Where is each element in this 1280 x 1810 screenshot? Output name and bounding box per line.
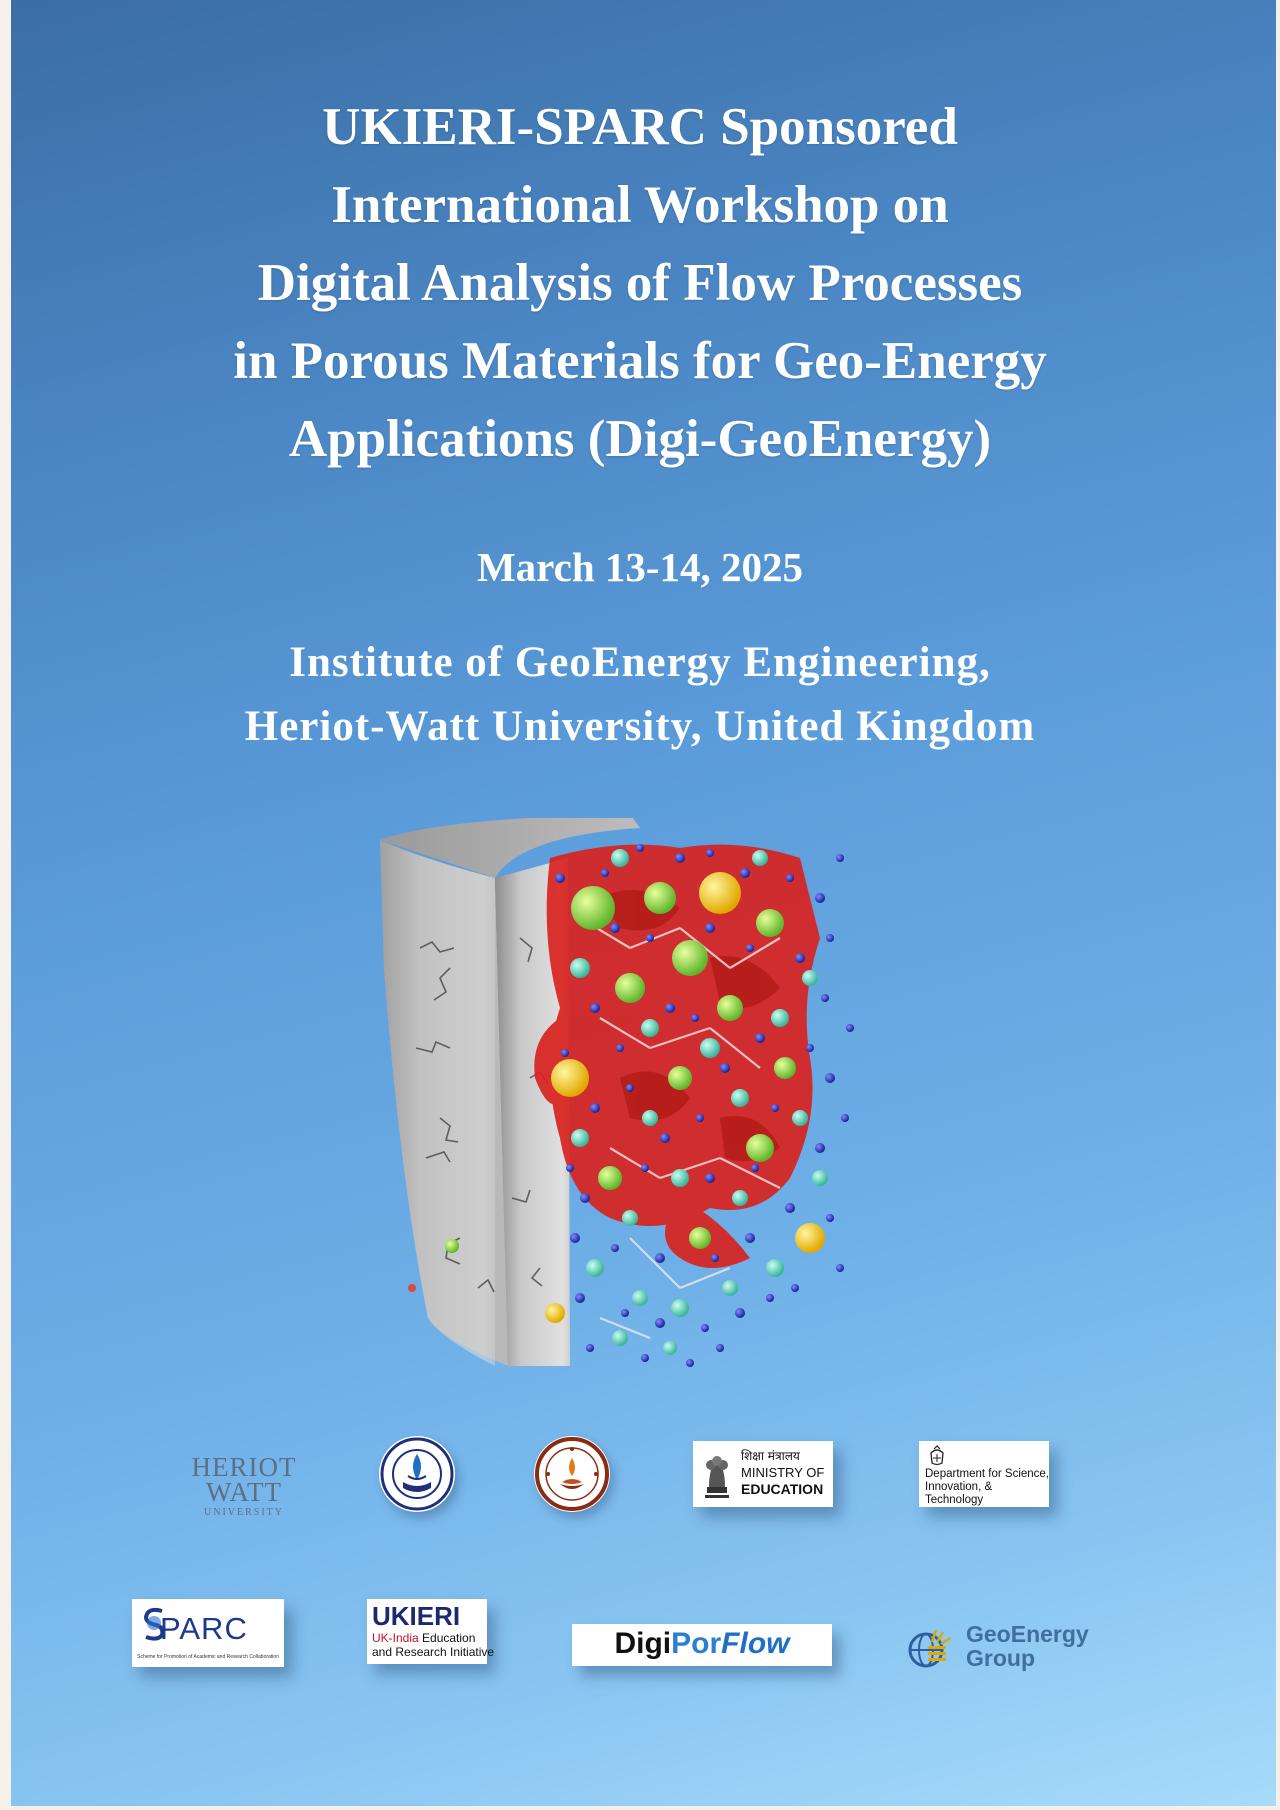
heriot-watt-logo-line1: HERIOT — [191, 1452, 297, 1482]
pore-network-illustration — [380, 818, 910, 1378]
sparc-tagline: Scheme for Promotion of Academic and Research Collaboration — [137, 1654, 279, 1660]
page-edge-bottom — [0, 1806, 1280, 1810]
ministry-of-education-logo — [693, 1441, 833, 1507]
geoenergy-group-line2: Group — [966, 1645, 1035, 1671]
geoenergy-group-text — [966, 1622, 1089, 1670]
dsit-logo — [919, 1441, 1049, 1507]
royal-crest-icon — [926, 1445, 948, 1467]
sparc-wordmark: PARC — [160, 1611, 248, 1646]
ukieri-name: UKIERI — [372, 1601, 461, 1631]
ministry-hindi-text: शिक्षा मंत्रालय — [741, 1449, 800, 1463]
event-date: March 13-14, 2025 — [476, 544, 804, 590]
title-line: Applications (Digi-GeoEnergy) — [288, 410, 992, 468]
ukieri-line1-rest: Education — [418, 1631, 476, 1645]
event-venue — [0, 631, 1280, 759]
heriot-watt-logo — [176, 1452, 312, 1525]
geoenergy-globe-icon — [906, 1624, 952, 1670]
venue-line: Heriot-Watt University, United Kingdom — [244, 703, 1036, 750]
title-line: in Porous Materials for Geo-Energy — [233, 332, 1047, 390]
ukieri-line1-red: UK-India — [372, 1631, 419, 1645]
ukieri-line1 — [372, 1631, 475, 1645]
digiporflow-part3: Flow — [721, 1627, 790, 1660]
digiporflow-part2: Por — [671, 1627, 722, 1660]
sparc-logo — [132, 1599, 284, 1667]
dsit-text: Department for Science, Innovation, & Technology — [925, 1468, 1050, 1506]
title-line: International Workshop on — [331, 176, 949, 234]
heriot-watt-logo-line3: UNIVERSITY — [204, 1507, 284, 1518]
workshop-title — [0, 88, 1280, 478]
title-line: Digital Analysis of Flow Processes — [257, 254, 1023, 312]
institute-seal-logo — [379, 1436, 455, 1512]
digiporflow-part1: Digi — [614, 1627, 672, 1660]
ukieri-line2: and Research Initiative — [372, 1645, 495, 1659]
geoenergy-group-line1: GeoEnergy — [966, 1621, 1089, 1647]
digiporflow-logo — [572, 1624, 832, 1666]
title-line: UKIERI-SPARC Sponsored — [322, 98, 958, 156]
ukieri-logo — [367, 1599, 495, 1664]
seal-icon — [379, 1436, 455, 1512]
lamp-seal-icon — [534, 1436, 610, 1512]
iit-madras-seal-logo — [534, 1436, 610, 1512]
ministry-text-line1: MINISTRY OF — [741, 1465, 825, 1480]
emblem-icon — [699, 1447, 735, 1501]
heriot-watt-logo-line2: WATT — [206, 1477, 282, 1507]
digiporflow-wordmark — [572, 1627, 832, 1661]
ministry-text-line2: EDUCATION — [741, 1481, 824, 1497]
venue-line: Institute of GeoEnergy Engineering, — [289, 639, 991, 686]
geoenergy-group-logo — [906, 1620, 1126, 1676]
